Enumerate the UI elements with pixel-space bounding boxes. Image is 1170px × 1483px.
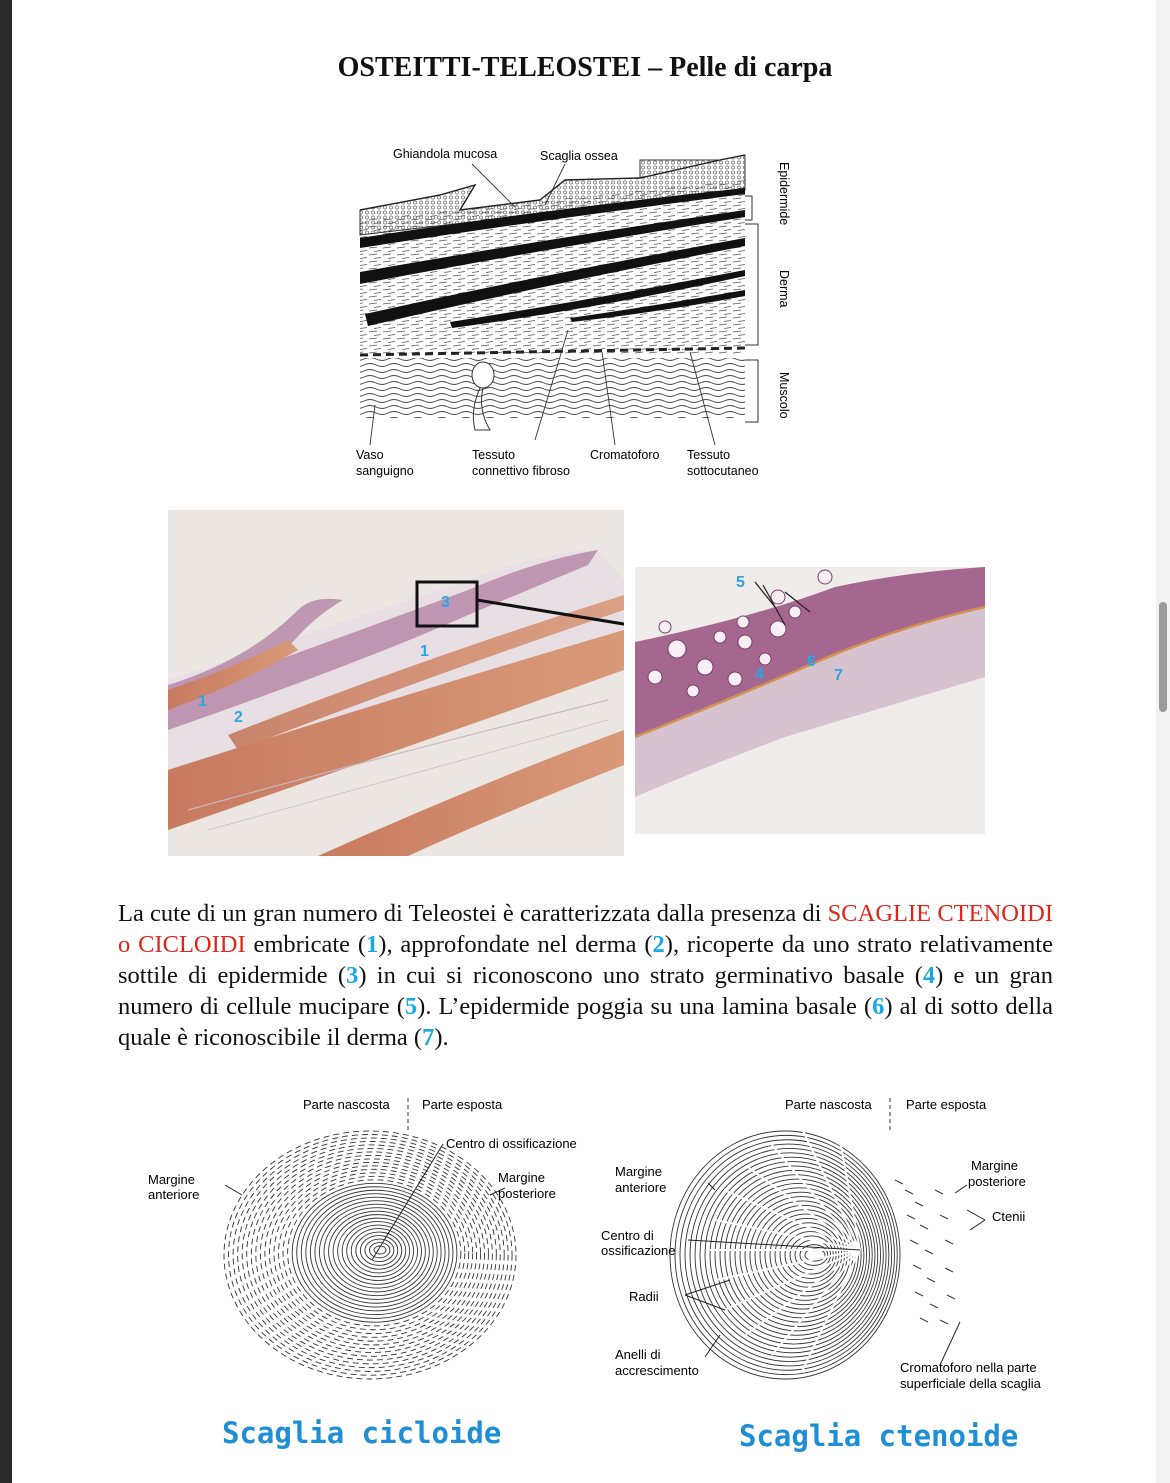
ctenoid-exposed-part: Parte esposta <box>906 1097 987 1112</box>
growth-ring <box>274 1169 473 1337</box>
cycloid-exposed-part: Parte esposta <box>422 1097 503 1112</box>
ctenoid-anterior-2: anteriore <box>615 1180 667 1195</box>
growth-ring <box>790 1236 833 1274</box>
scale-types-highlight: SCAGLIE CTENOIDI o CICLOIDI <box>118 900 1053 958</box>
description-paragraph: La cute di un gran numero di Teleostei è caratterizzata dalla presenza di SCAGLIE CTENOIDI o CICLOIDI embricate (1), approfondate nel derma (2), ricoperte da uno strato relativamente sottile di epidermide (3) in cui si riconoscono uno strato germinativo basale (4) e un gran numero di cellule mucipare (5). L’epidermide poggia su una lamina basale (6) al di sotto della quale è riconoscibile il derma (7). <box>118 900 1053 1051</box>
subcutaneous-label-1: Tessuto <box>687 448 731 462</box>
subcutaneous-label-2: sottocutaneo <box>687 464 759 478</box>
ctenoid-center-1: Centro di <box>601 1228 654 1243</box>
growth-ring <box>260 1159 484 1349</box>
cycloid-anterior-2: anteriore <box>148 1187 200 1202</box>
ctenoid-rays: Radii <box>629 1289 659 1304</box>
ctenoid-caption: Scaglia ctenoide <box>739 1419 1019 1453</box>
marker-7: 7 <box>834 667 843 684</box>
ctenoid-hidden-part: Parte nascosta <box>785 1097 872 1112</box>
marker-3: 3 <box>441 594 450 611</box>
blood-vessel-label-1: Vaso <box>356 448 384 462</box>
bony-scale-label: Scaglia ossea <box>540 149 618 163</box>
cycloid-posterior-1: Margine <box>498 1170 545 1185</box>
marker-4: 4 <box>755 666 764 683</box>
cycloid-hidden-part: Parte nascosta <box>303 1097 390 1112</box>
dermis-label: Derma <box>777 270 791 308</box>
scrollbar[interactable] <box>1156 0 1170 1483</box>
muscle-label: Muscolo <box>777 372 791 419</box>
page-title: OSTEITTI-TELEOSTEI – Pelle di carpa <box>337 52 833 83</box>
marker-1b: 1 <box>420 643 429 660</box>
mucous-gland-label: Ghiandola mucosa <box>393 147 498 161</box>
cycloid-posterior-2: posteriore <box>498 1186 556 1201</box>
cycloid-anterior-1: Margine <box>148 1172 195 1187</box>
scrollbar-thumb[interactable] <box>1159 602 1167 712</box>
growth-ring <box>740 1192 861 1318</box>
growth-ring <box>265 1162 481 1345</box>
cycloid-ossification-center: Centro di ossificazione <box>446 1136 577 1151</box>
ctenoid-anterior-1: Margine <box>615 1164 662 1179</box>
growth-ring <box>229 1134 513 1375</box>
cycloid-scale-diagram <box>140 1090 590 1390</box>
growth-ring <box>356 1232 402 1269</box>
marker-6: 6 <box>807 653 816 670</box>
marker-1a: 1 <box>198 693 207 710</box>
marker-5: 5 <box>736 574 745 591</box>
marker-2: 2 <box>234 709 243 726</box>
ctenoid-ctenii: Ctenii <box>992 1209 1026 1224</box>
ctenoid-rings-2: accrescimento <box>615 1363 699 1378</box>
micrograph-overview <box>168 510 624 856</box>
ctenoid-center-2: ossificazione <box>601 1243 676 1258</box>
growth-ring <box>369 1243 389 1258</box>
ctenoid-rings-1: Anelli di <box>615 1347 661 1362</box>
growth-ring <box>256 1155 489 1352</box>
growth-ring <box>288 1180 461 1326</box>
growth-ring <box>360 1236 397 1266</box>
chromatophore-label: Cromatoforo <box>590 448 660 462</box>
ctenoid-chromatophore-2: superficiale della scaglia <box>900 1376 1041 1391</box>
blood-vessel-label-2: sanguigno <box>356 464 414 478</box>
ctenoid-posterior-1: Margine <box>971 1158 1018 1173</box>
skin-section-diagram <box>340 140 810 485</box>
fibrous-tissue-label-2: connettivo fibroso <box>472 464 570 478</box>
epidermis-label: Epidermide <box>777 162 791 226</box>
ctenoid-posterior-2: posteriore <box>968 1174 1026 1189</box>
cycloid-caption: Scaglia cicloide <box>222 1416 502 1450</box>
micrograph-detail <box>635 567 985 834</box>
fibrous-tissue-label-1: Tessuto <box>472 448 516 462</box>
growth-ring <box>251 1152 492 1356</box>
ctenoid-scale-diagram <box>595 1090 1065 1400</box>
ctenoid-chromatophore-1: Cromatoforo nella parte <box>900 1360 1037 1375</box>
